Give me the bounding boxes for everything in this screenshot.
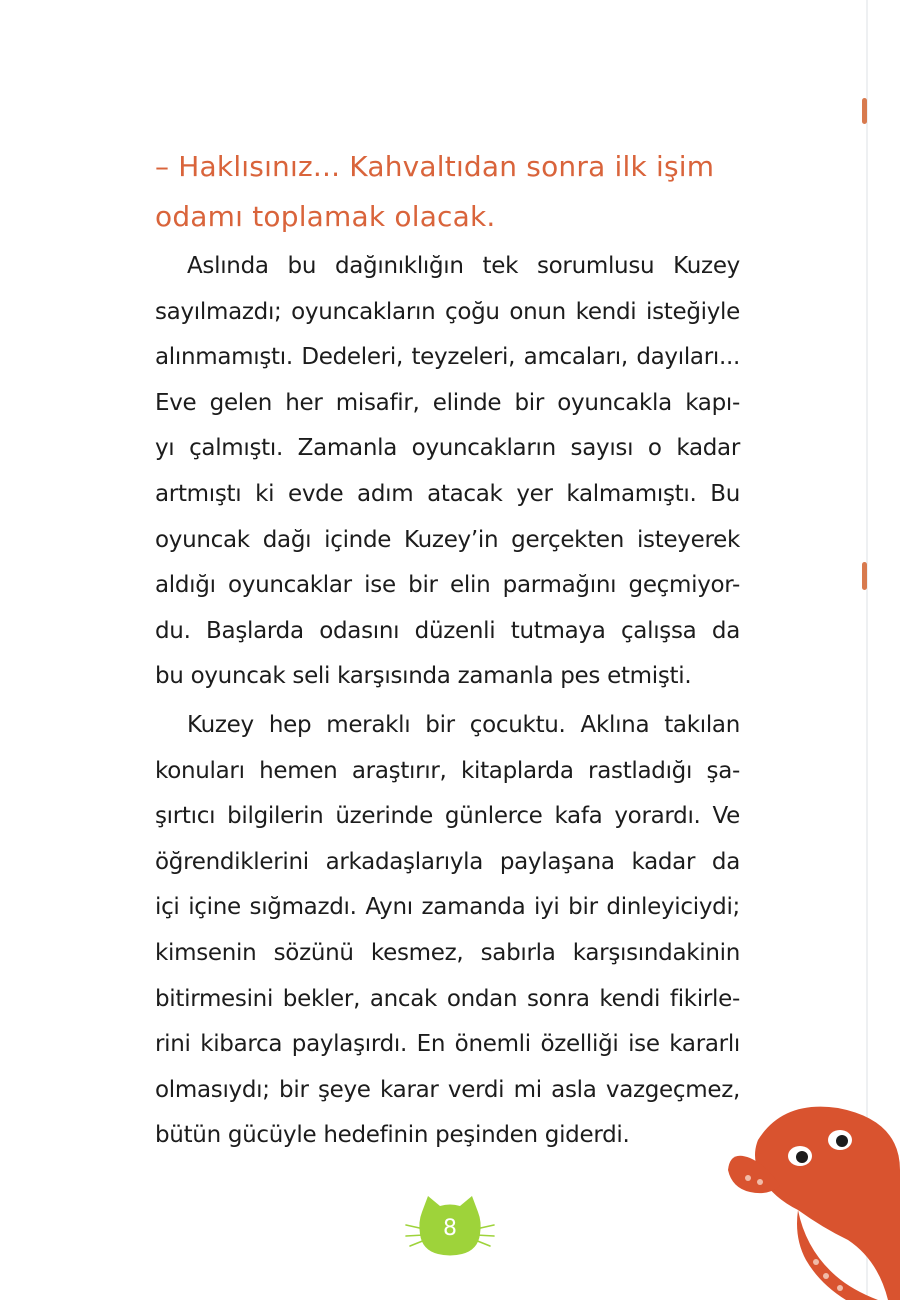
text-line: yı çalmıştı. Zamanla oyuncakların sayısı o kadar [155, 435, 740, 462]
text-line: artmıştı ki evde adım atacak yer kalmamıştı. Bu [155, 480, 740, 507]
text-line: kimsenin sözünü kesmez, sabırla karşısındakinin [155, 939, 740, 966]
text-line: öğrendiklerini arkadaşlarıyla paylaşana kadar da [155, 848, 740, 875]
dialogue-text [155, 142, 745, 242]
paragraph-1 [155, 244, 740, 700]
adjacent-page-mark [862, 562, 867, 590]
text-line: du. Başlarda odasını düzenli tutmaya çalışsa da [155, 617, 740, 644]
text-line: konuları hemen araştırır, kitaplarda rastladığı şa- [155, 757, 740, 784]
text-line: Aslında bu dağınıklığın tek sorumlusu Kuzey [187, 253, 740, 279]
text-line: sayılmazdı; oyuncakların çoğu onun kendi isteğiyle [155, 298, 740, 325]
text-line: içi içine sığmazdı. Aynı zamanda iyi bir dinleyiciydi; [155, 894, 740, 921]
paragraph-2 [155, 703, 740, 1159]
text-line: oyuncak dağı içinde Kuzey’in gerçekten isteyerek [155, 526, 740, 553]
text-line: Eve gelen her misafir, elinde bir oyuncakla kapı- [155, 389, 740, 416]
text-line: bu oyuncak seli karşısında zamanla pes etmişti. [155, 663, 692, 690]
dialogue-line: – Haklısınız... Kahvaltıdan sonra ilk işim [155, 150, 715, 183]
text-line: bütün gücüyle hedefinin peşinden giderdi. [155, 1122, 630, 1149]
text-line: bitirmesini bekler, ancak ondan sonra kendi fikirle- [155, 985, 740, 1012]
text-line: rini kibarca paylaşırdı. En önemli özelliği ise kararlı [155, 1031, 740, 1058]
text-line: şırtıcı bilgilerin üzerinde günlerce kafa yorardı. Ve [155, 803, 740, 830]
dialogue-line: odamı toplamak olacak. [155, 200, 496, 233]
text-line: alınmamıştı. Dedeleri, teyzeleri, amcaları, dayıları... [155, 344, 740, 371]
text-line: aldığı oyuncaklar ise bir elin parmağını geçmiyor- [155, 572, 740, 599]
page-number: 8 [443, 1216, 457, 1241]
octopus-illustration [728, 1100, 900, 1300]
text-line: Kuzey hep meraklı bir çocuktu. Aklına takılan [187, 712, 740, 738]
text-line: olmasıydı; bir şeye karar verdi mi asla vazgeçmez, [155, 1076, 740, 1103]
adjacent-page-mark [862, 98, 867, 124]
